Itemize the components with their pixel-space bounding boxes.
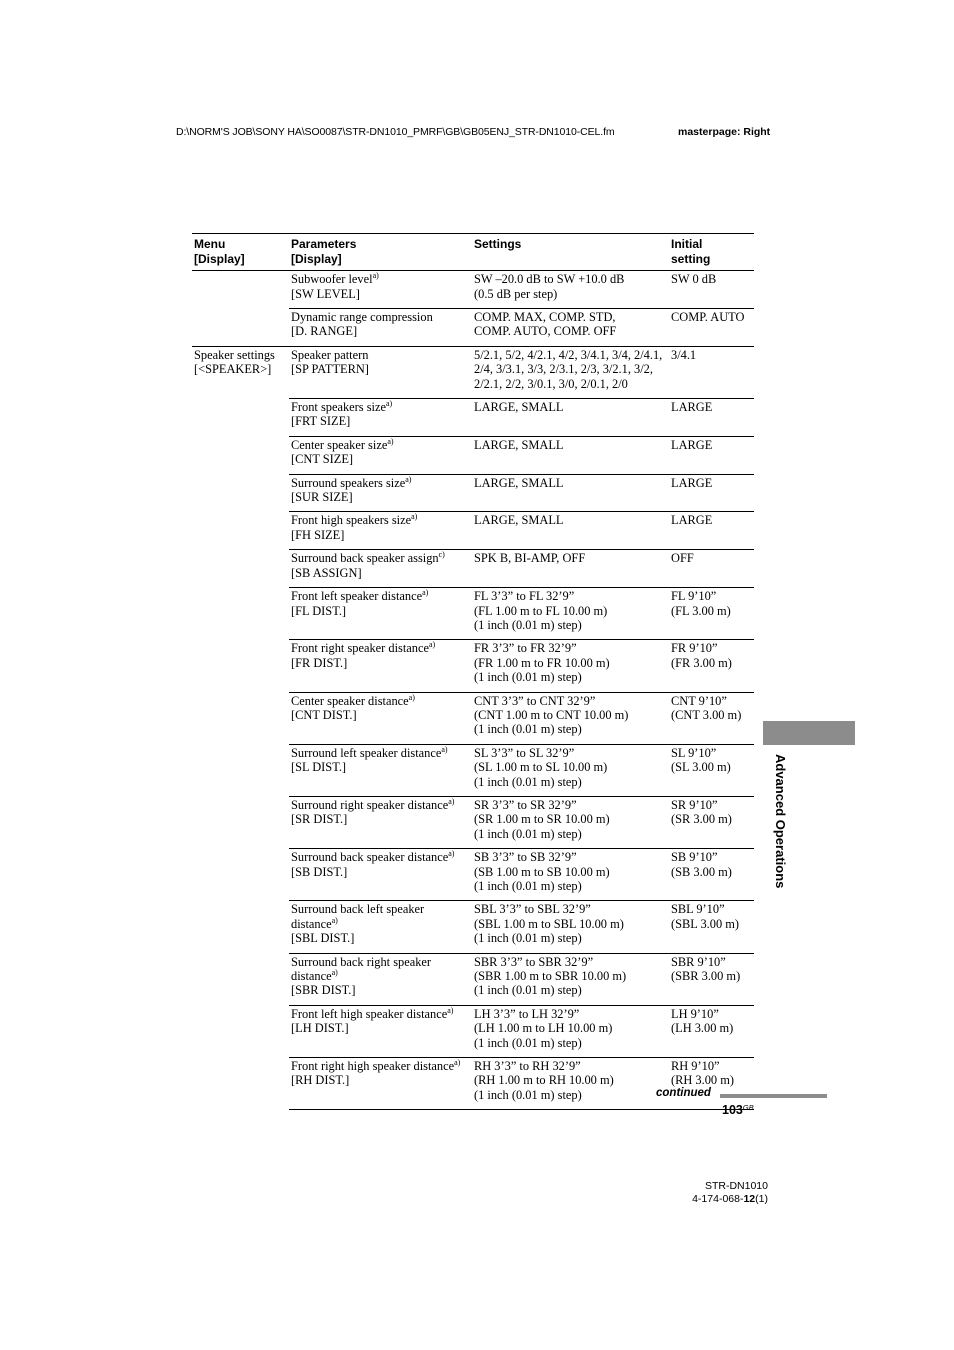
page-number-value: 103 xyxy=(722,1103,743,1117)
parameter-display: [SR DIST.] xyxy=(291,812,348,827)
parameter-name: Surround back left speaker distance xyxy=(291,902,425,931)
table-body xyxy=(192,271,754,1110)
cell-menu xyxy=(192,849,289,901)
cell-initial-setting: SB 9’10” (SB 3.00 m) xyxy=(669,849,754,901)
cell-parameter xyxy=(289,399,472,437)
section-tab-marker xyxy=(763,721,855,745)
cell-initial-setting: SR 9’10” (SR 3.00 m) xyxy=(669,796,754,848)
parameter-display: [FR DIST.] xyxy=(291,655,348,670)
table-row xyxy=(192,512,754,550)
parameter-name: Surround back speaker assign xyxy=(291,551,439,566)
cell-settings: FR 3’3” to FR 32’9” (FR 1.00 m to FR 10.00 m) (1 inch (0.01 m) step) xyxy=(472,640,669,692)
parameter-display: [SBR DIST.] xyxy=(291,983,356,998)
parameter-display: [FRT SIZE] xyxy=(291,414,351,429)
parameter-name: Dynamic range compression xyxy=(291,310,433,324)
cell-menu xyxy=(192,399,289,437)
cell-settings: LARGE, SMALL xyxy=(472,436,669,474)
cell-parameter xyxy=(289,901,472,953)
parameter-name: Surround right speaker distance xyxy=(291,797,449,812)
header-masterpage: masterpage: Right xyxy=(678,126,771,138)
cell-settings: SL 3’3” to SL 32’9” (SL 1.00 m to SL 10.00 m) (1 inch (0.01 m) step) xyxy=(472,744,669,796)
table-row xyxy=(192,692,754,744)
cell-parameter xyxy=(289,1058,472,1110)
table-header-row xyxy=(192,234,754,271)
header-menu: Menu [Display] xyxy=(192,234,289,271)
cell-parameter xyxy=(289,1005,472,1057)
parameter-name: Center speaker size xyxy=(291,437,388,452)
parameter-display: [SBL DIST.] xyxy=(291,931,355,946)
cell-parameter xyxy=(289,271,472,309)
cell-initial-setting: CNT 9’10” (CNT 3.00 m) xyxy=(669,692,754,744)
section-side-label: Advanced Operations xyxy=(773,754,788,889)
parameter-name: Center speaker distance xyxy=(291,693,409,708)
cell-menu xyxy=(192,901,289,953)
part-number-suffix: (1) xyxy=(755,1193,768,1205)
parameter-display: [FH SIZE] xyxy=(291,527,345,542)
cell-initial-setting: SBR 9’10” (SBR 3.00 m) xyxy=(669,953,754,1005)
footnote-marker: a) xyxy=(411,512,418,522)
model-name: STR-DN1010 xyxy=(704,1180,768,1192)
parameter-name: Speaker pattern xyxy=(291,347,369,362)
footnote-marker: a) xyxy=(447,1005,454,1015)
part-number-bold: 12 xyxy=(743,1193,756,1205)
cell-initial-setting: LH 9’10” (LH 3.00 m) xyxy=(669,1005,754,1057)
cell-menu xyxy=(192,550,289,588)
header-parameters: Parameters [Display] xyxy=(289,234,472,271)
parameter-display: [RH DIST.] xyxy=(291,1073,350,1088)
cell-settings: SPK B, BI-AMP, OFF xyxy=(472,550,669,588)
cell-settings: RH 3’3” to RH 32’9” (RH 1.00 m to RH 10.00 m) (1 inch (0.01 m) step) xyxy=(472,1058,669,1110)
cell-settings: SBL 3’3” to SBL 32’9” (SBL 1.00 m to SBL 10.00 m) (1 inch (0.01 m) step) xyxy=(472,901,669,953)
table-row xyxy=(192,744,754,796)
cell-settings: CNT 3’3” to CNT 32’9” (CNT 1.00 m to CNT 10.00 m) (1 inch (0.01 m) step) xyxy=(472,692,669,744)
parameter-display: [FL DIST.] xyxy=(291,603,347,618)
table-row xyxy=(192,399,754,437)
header-settings: Settings xyxy=(472,234,669,271)
parameter-name: Front speakers size xyxy=(291,400,386,415)
cell-menu xyxy=(192,640,289,692)
continued-label: continued xyxy=(656,1087,711,1099)
cell-parameter xyxy=(289,436,472,474)
header-file-path: D:\NORM'S JOB\SONY HA\SO0087\STR-DN1010_PMRF\GB\GB05ENJ_STR-DN1010-CEL.fm xyxy=(176,126,615,138)
part-number xyxy=(692,1193,768,1206)
parameter-name: Surround back right speaker distance xyxy=(291,954,432,984)
cell-menu: Speaker settings [<SPEAKER>] xyxy=(192,346,289,398)
cell-parameter xyxy=(289,550,472,588)
parameter-display: [SB ASSIGN] xyxy=(291,565,362,580)
cell-initial-setting: LARGE xyxy=(669,436,754,474)
parameter-name: Surround left speaker distance xyxy=(291,745,442,760)
table-row xyxy=(192,1058,754,1110)
table-row xyxy=(192,1005,754,1057)
parameter-name: Surround speakers size xyxy=(291,475,406,490)
cell-initial-setting: COMP. AUTO xyxy=(669,309,754,347)
page-number xyxy=(722,1103,754,1117)
footnote-marker: a) xyxy=(331,915,338,925)
cell-initial-setting: SBL 9’10” (SBL 3.00 m) xyxy=(669,901,754,953)
cell-menu xyxy=(192,1058,289,1110)
cell-parameter xyxy=(289,953,472,1005)
table-row xyxy=(192,640,754,692)
cell-parameter xyxy=(289,309,472,347)
footnote-marker: a) xyxy=(454,1058,461,1068)
cell-parameter xyxy=(289,474,472,512)
cell-parameter xyxy=(289,640,472,692)
cell-settings: FL 3’3” to FL 32’9” (FL 1.00 m to FL 10.00 m) (1 inch (0.01 m) step) xyxy=(472,588,669,640)
cell-parameter xyxy=(289,588,472,640)
cell-parameter xyxy=(289,796,472,848)
cell-settings: SB 3’3” to SB 32’9” (SB 1.00 m to SB 10.00 m) (1 inch (0.01 m) step) xyxy=(472,849,669,901)
footnote-marker: a) xyxy=(408,692,415,702)
header-initial-setting: Initial setting xyxy=(669,234,754,271)
footer-model-info xyxy=(692,1180,768,1206)
cell-initial-setting: LARGE xyxy=(669,399,754,437)
cell-parameter xyxy=(289,744,472,796)
cell-initial-setting: SL 9’10” (SL 3.00 m) xyxy=(669,744,754,796)
cell-settings: 5/2.1, 5/2, 4/2.1, 4/2, 3/4.1, 3/4, 2/4.1, 2/4, 3/3.1, 3/3, 2/3.1, 2/3, 3/2.1, 3/2, 2/2.1, 2/2, 3/0.1, 3/0, 2/0.1, 2/0 xyxy=(472,346,669,398)
cell-initial-setting: RH 9’10” (RH 3.00 m) xyxy=(669,1058,754,1110)
cell-menu xyxy=(192,692,289,744)
cell-initial-setting: FL 9’10” (FL 3.00 m) xyxy=(669,588,754,640)
footnote-marker: a) xyxy=(441,744,448,754)
cell-parameter xyxy=(289,849,472,901)
table-row xyxy=(192,436,754,474)
cell-menu xyxy=(192,512,289,550)
cell-settings: SR 3’3” to SR 32’9” (SR 1.00 m to SR 10.00 m) (1 inch (0.01 m) step) xyxy=(472,796,669,848)
footnote-marker: a) xyxy=(448,849,455,859)
footnote-marker: c) xyxy=(438,550,445,560)
cell-menu xyxy=(192,744,289,796)
cell-menu xyxy=(192,271,289,309)
footnote-marker: a) xyxy=(331,968,338,978)
cell-settings: LARGE, SMALL xyxy=(472,399,669,437)
table-row xyxy=(192,588,754,640)
page-number-suffix: GB xyxy=(742,1103,754,1112)
parameter-display: [CNT DIST.] xyxy=(291,707,357,722)
cell-menu xyxy=(192,1005,289,1057)
table-row xyxy=(192,550,754,588)
cell-parameter xyxy=(289,512,472,550)
cell-initial-setting: SW 0 dB xyxy=(669,271,754,309)
settings-table xyxy=(192,233,754,1110)
footnote-marker: a) xyxy=(405,474,412,484)
table-row xyxy=(192,901,754,953)
parameter-name: Front right high speaker distance xyxy=(291,1059,455,1074)
part-number-prefix: 4-174-068- xyxy=(692,1193,744,1205)
footnote-marker: a) xyxy=(428,640,436,650)
parameter-name: Surround back speaker distance xyxy=(291,850,449,865)
cell-menu xyxy=(192,474,289,512)
parameter-name: Front left speaker distance xyxy=(291,589,423,604)
table-row xyxy=(192,953,754,1005)
cell-parameter xyxy=(289,692,472,744)
table-row xyxy=(192,309,754,347)
cell-initial-setting: LARGE xyxy=(669,512,754,550)
parameter-display: [CNT SIZE] xyxy=(291,452,354,467)
cell-settings: LARGE, SMALL xyxy=(472,474,669,512)
cell-settings: LH 3’3” to LH 32’9” (LH 1.00 m to LH 10.00 m) (1 inch (0.01 m) step) xyxy=(472,1005,669,1057)
cell-menu xyxy=(192,588,289,640)
cell-menu xyxy=(192,436,289,474)
parameter-display: [SL DIST.] xyxy=(291,760,347,775)
table-row xyxy=(192,271,754,309)
continued-bar xyxy=(720,1094,827,1098)
footnote-marker: a) xyxy=(448,796,455,806)
cell-initial-setting: LARGE xyxy=(669,474,754,512)
cell-initial-setting: 3/4.1 xyxy=(669,346,754,398)
cell-parameter xyxy=(289,346,472,398)
table-row xyxy=(192,796,754,848)
cell-settings: LARGE, SMALL xyxy=(472,512,669,550)
parameter-display: [D. RANGE] xyxy=(291,324,358,339)
parameter-display: [SW LEVEL] xyxy=(291,286,360,301)
parameter-display: [SB DIST.] xyxy=(291,864,348,879)
table-row xyxy=(192,474,754,512)
cell-initial-setting: OFF xyxy=(669,550,754,588)
cell-settings: COMP. MAX, COMP. STD, COMP. AUTO, COMP. OFF xyxy=(472,309,669,347)
cell-menu xyxy=(192,796,289,848)
cell-initial-setting: FR 9’10” (FR 3.00 m) xyxy=(669,640,754,692)
cell-settings: SW –20.0 dB to SW +10.0 dB (0.5 dB per step) xyxy=(472,271,669,309)
table-row xyxy=(192,346,754,398)
parameter-display: [SUR SIZE] xyxy=(291,490,353,505)
cell-menu xyxy=(192,953,289,1005)
parameter-name: Front high speakers size xyxy=(291,513,412,528)
parameter-name: Subwoofer level xyxy=(291,272,373,287)
cell-menu xyxy=(192,309,289,347)
table-row xyxy=(192,849,754,901)
footnote-marker: a) xyxy=(372,271,379,281)
parameter-name: Front right speaker distance xyxy=(291,641,429,656)
parameter-name: Front left high speaker distance xyxy=(291,1006,448,1021)
footnote-marker: a) xyxy=(387,436,394,446)
footnote-marker: a) xyxy=(422,588,429,598)
footnote-marker: a) xyxy=(385,399,393,409)
parameter-display: [SP PATTERN] xyxy=(291,362,369,377)
parameter-display: [LH DIST.] xyxy=(291,1021,349,1036)
cell-settings: SBR 3’3” to SBR 32’9” (SBR 1.00 m to SBR 10.00 m) (1 inch (0.01 m) step) xyxy=(472,953,669,1005)
